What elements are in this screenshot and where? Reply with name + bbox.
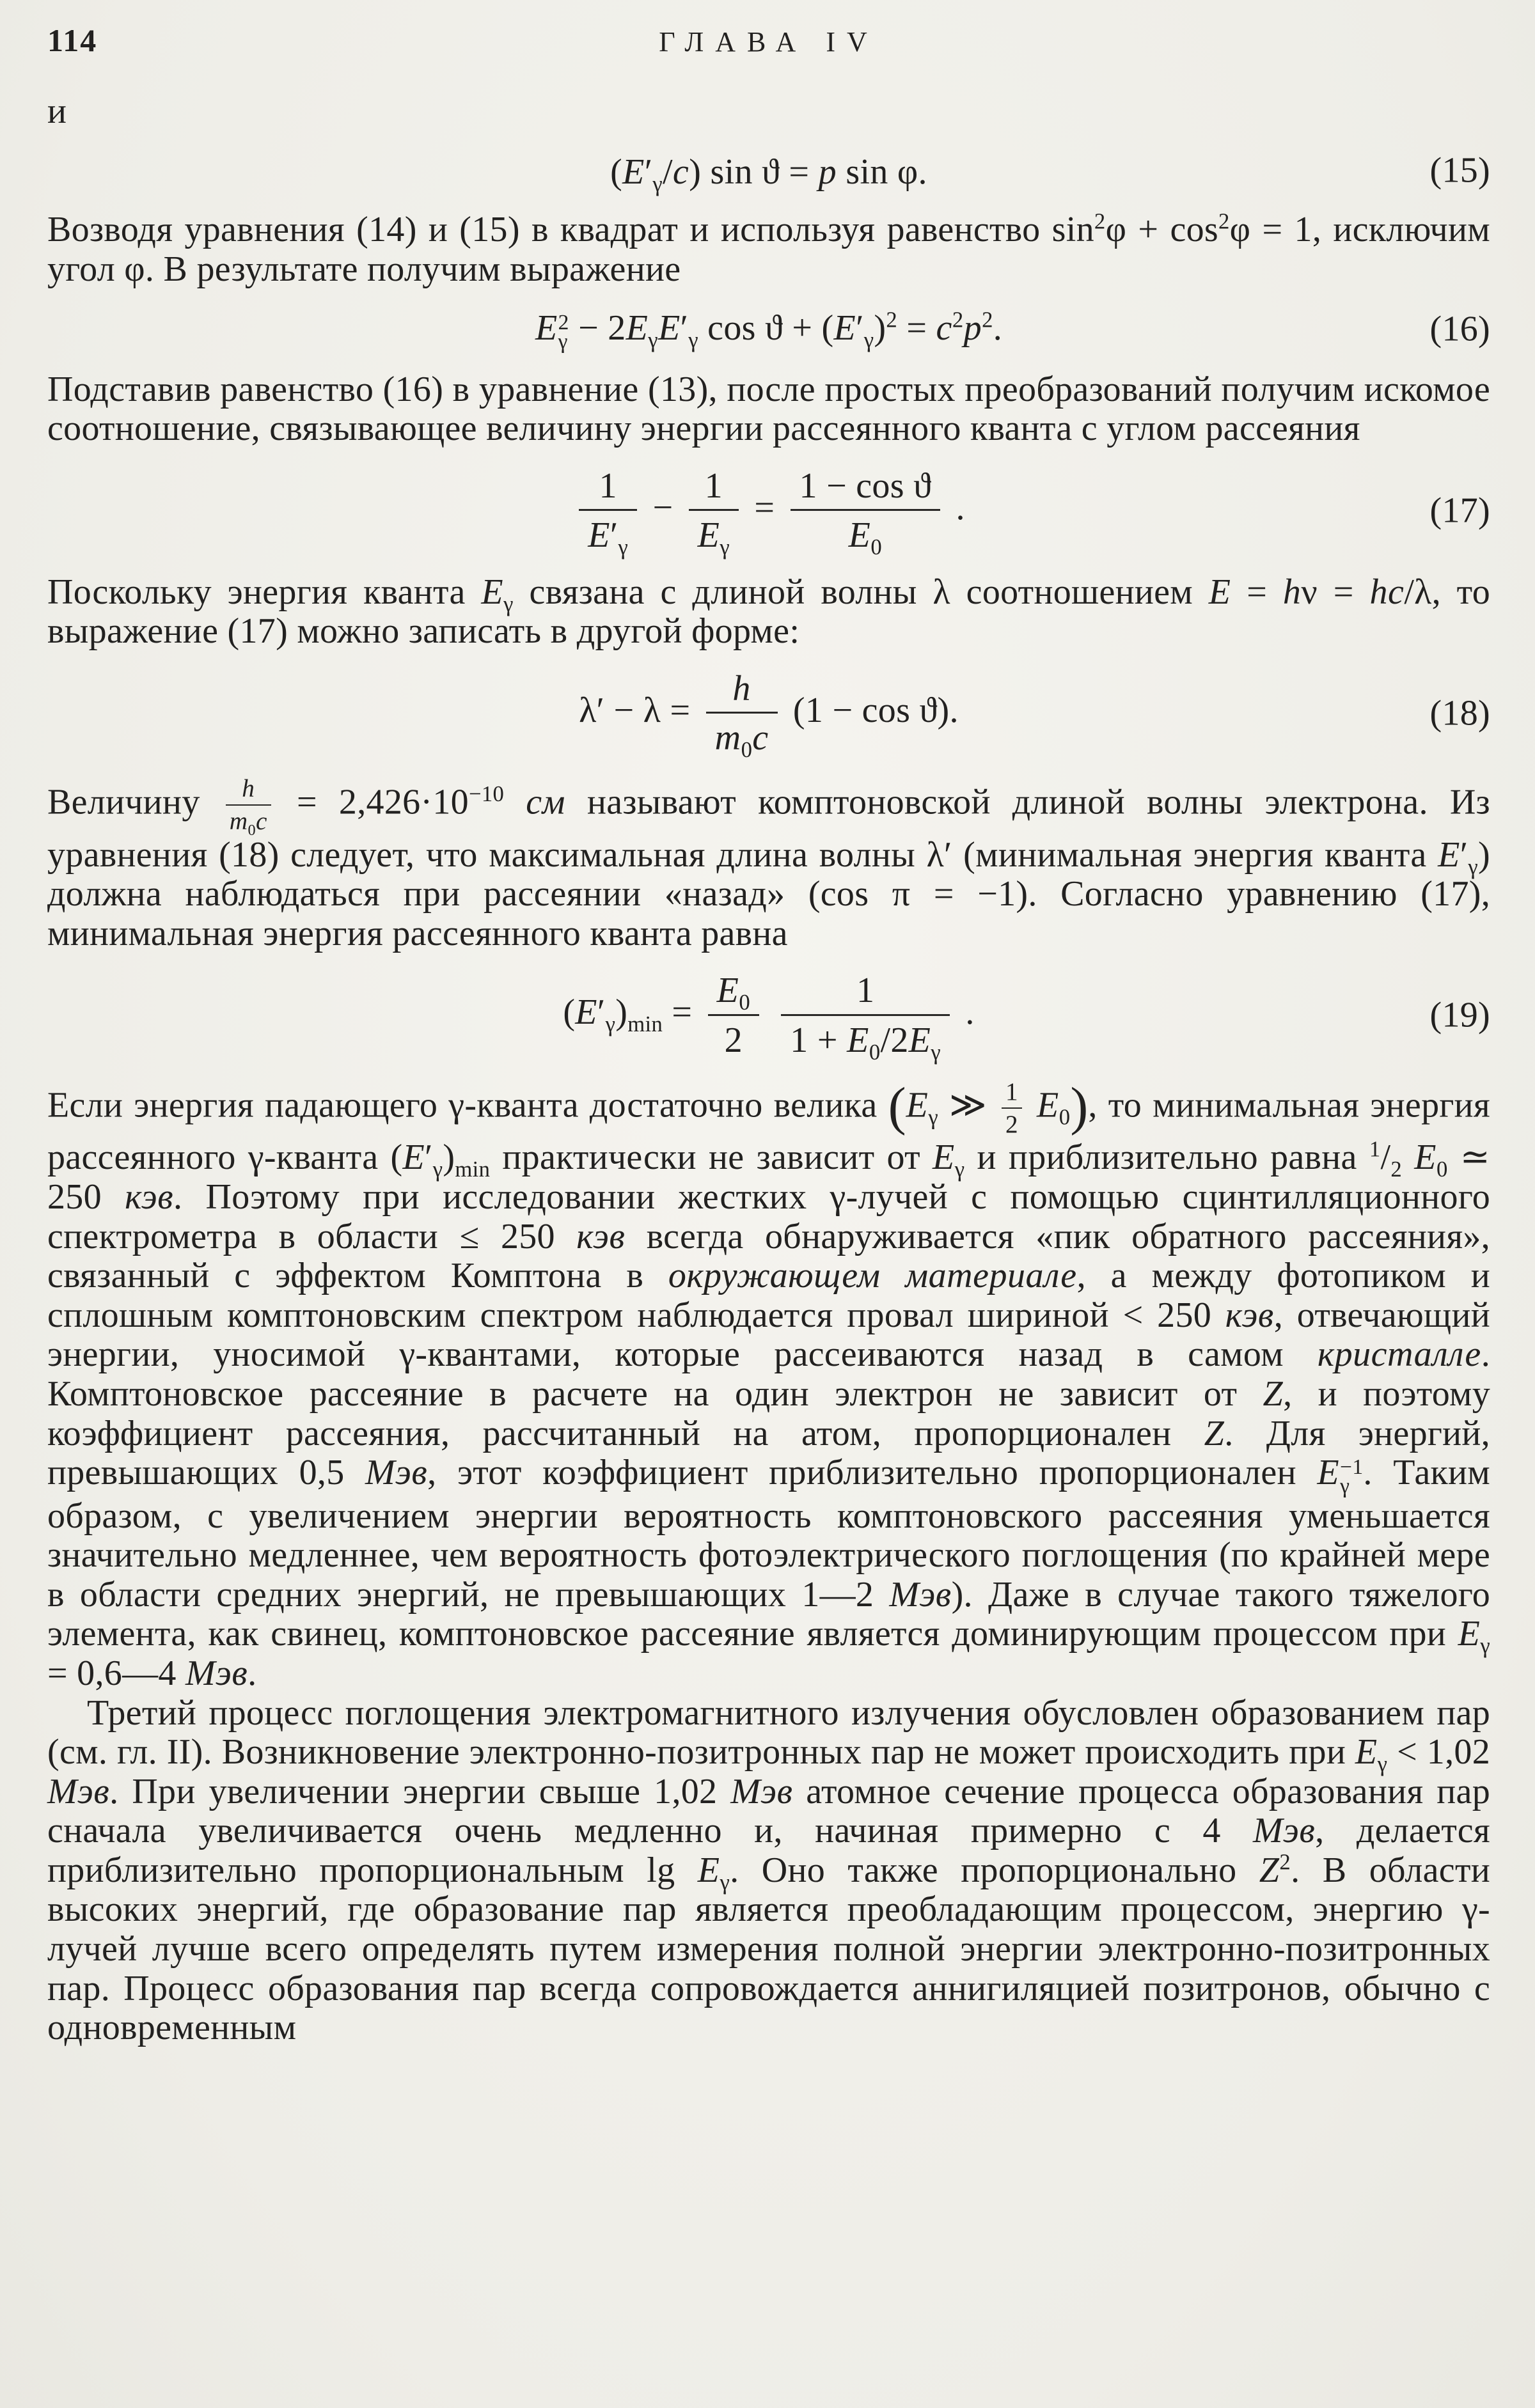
- equation-18-body: λ′ − λ = $\frac{h}{m_0c}$ (1 − cos ϑ).: [579, 668, 959, 763]
- equation-17: [47, 465, 1490, 560]
- page-number: 114: [47, 22, 98, 58]
- equation-15-body: $(E'_\gamma/c)$ sin ϑ = p sin φ.: [610, 152, 927, 197]
- stray-word: и: [47, 91, 67, 131]
- equation-17-number: (17): [1429, 490, 1490, 531]
- equation-19: [47, 971, 1490, 1065]
- equation-18-number: (18): [1429, 693, 1490, 733]
- paragraph-pair-production: Третий процесс поглощения электромагнитного излучения обусловлен образованием пар (см. гл. II). Возникновение электронно-позитронных пар не может происходить при $E_\gamma < 1,02$ Мэв. При увеличении энергии свыше 1,02 Мэв атомное сечение процесса образования пар сначала увеличивается очень медленно и, начиная примерно с 4 Мэв, делается приблизительно пропорциональным $\lg E_\gamma$. Оно также пропорционально $Z^2$. В области высоких энергий, где образование пар является преобладающим процессом, энергию γ-лучей лучше всего определять путем измерения полной энергии электронно-позитронных пар. Процесс образования пар всегда сопровождается аннигиляцией позитронов, обычно с одновременным: [47, 1693, 1491, 2048]
- equation-16-body: E 2 γ − $2E_\gamma E'_\gamma$ $\cos ϑ + (E'_\gamma)^2 = c^2p^2$.: [535, 307, 1003, 354]
- paragraph-squaring-equations: Возводя уравнения (14) и (15) в квадрат и используя равенство $\sin^2\varphi + \cos^2\varphi = 1$, исключим угол φ. В результате получим выражение: [47, 208, 1490, 289]
- paragraph-backscatter-peak: Если энергия падающего γ-кванта достаточно велика ($E_\gamma$ ≫ $\frac{1}{2}$ $E_0$), то минимальная энергия рассеянного γ-кванта $(E'_\gamma)_{min}$ практически не зависит от $E_\gamma$ и приблизительно равна $^1/_2$ $E_0$ ≃ 250 кэв. Поэтому при исследовании жестких γ-лучей с помощью сцинтилляционного спектрометра в области ≤ 250 кэв всегда обнаруживается «пик обратного рассеяния», связанный с эффектом Комптона в окружающем материале, а между фотопиком и сплошным комптоновским спектром наблюдается провал шириной < 250 кэв, отвечающий энергии, уносимой γ-квантами, которые рассеиваются назад в самом кристалле. Комптоновское рассеяние в расчете на один электрон не зависит от Z, и поэтому коэффициент рассеяния, рассчитанный на атом, пропорционален Z. Для энергий, превышающих 0,5 Мэв, этот коэффициент приблизительно пропорционален E −1 γ . Таким образом, с увеличением энергии вероятность комптоновского рассеяния уменьшается значительно медленнее, чем вероятность фотоэлектрического поглощения (по крайней мере в области средних энергий, не превышающих 1—2 Мэв). Даже в случае такого тяжелого элемента, как свинец, комптоновское рассеяние является доминирующим процессом при $E_\gamma$ = 0,6—4 Мэв.: [47, 1077, 1490, 1693]
- equation-19-number: (19): [1429, 995, 1490, 1035]
- equation-16-number: (16): [1429, 309, 1490, 350]
- equation-15: [47, 150, 1490, 197]
- paragraph-compton-wavelength: Величину $\frac{h}{m_0c}$ = $2,426\cdot 10^{-10}$ см называют комптоновской длиной волны электрона. Из уравнения (18) следует, что максимальная длина волны λ′ (минимальная энергия кванта $E'_\gamma$) должна наблюдаться при рассеянии «назад» (cos π = −1). Согласно уравнению (17), минимальная энергия рассеянного кванта равна: [47, 774, 1490, 953]
- equation-16: [47, 307, 1490, 352]
- equation-19-body: $(E'_\gamma)_{min}$ = $\frac{E_0}{2}$ $\frac{1}{1 + E_0/2E_\gamma}$ .: [563, 971, 975, 1065]
- page-header: [47, 22, 1490, 59]
- equation-17-body: $\frac{1}{E'_\gamma}$ − $\frac{1}{E_\gamma}$ = $\frac{\text{1 − cos ϑ}}{E_0}$ .: [572, 467, 965, 555]
- equation-18: [47, 668, 1490, 763]
- page-body: [47, 92, 1490, 2048]
- paragraph-quantum-energy-wavelength: Поскольку энергия кванта $E_\gamma$ связана с длиной волны λ соотношением E = hν = hc/λ, то выражение (17) можно записать в другой форме:: [47, 572, 1491, 652]
- paragraph-substitute-16: Подставив равенство (16) в уравнение (13), после простых преобразований получим искомое соотношение, связывающее величину энергии рассеянного кванта с углом рассеяния: [47, 369, 1490, 449]
- equation-15-number: (15): [1429, 150, 1490, 191]
- chapter-title: ГЛАВА IV: [659, 26, 879, 58]
